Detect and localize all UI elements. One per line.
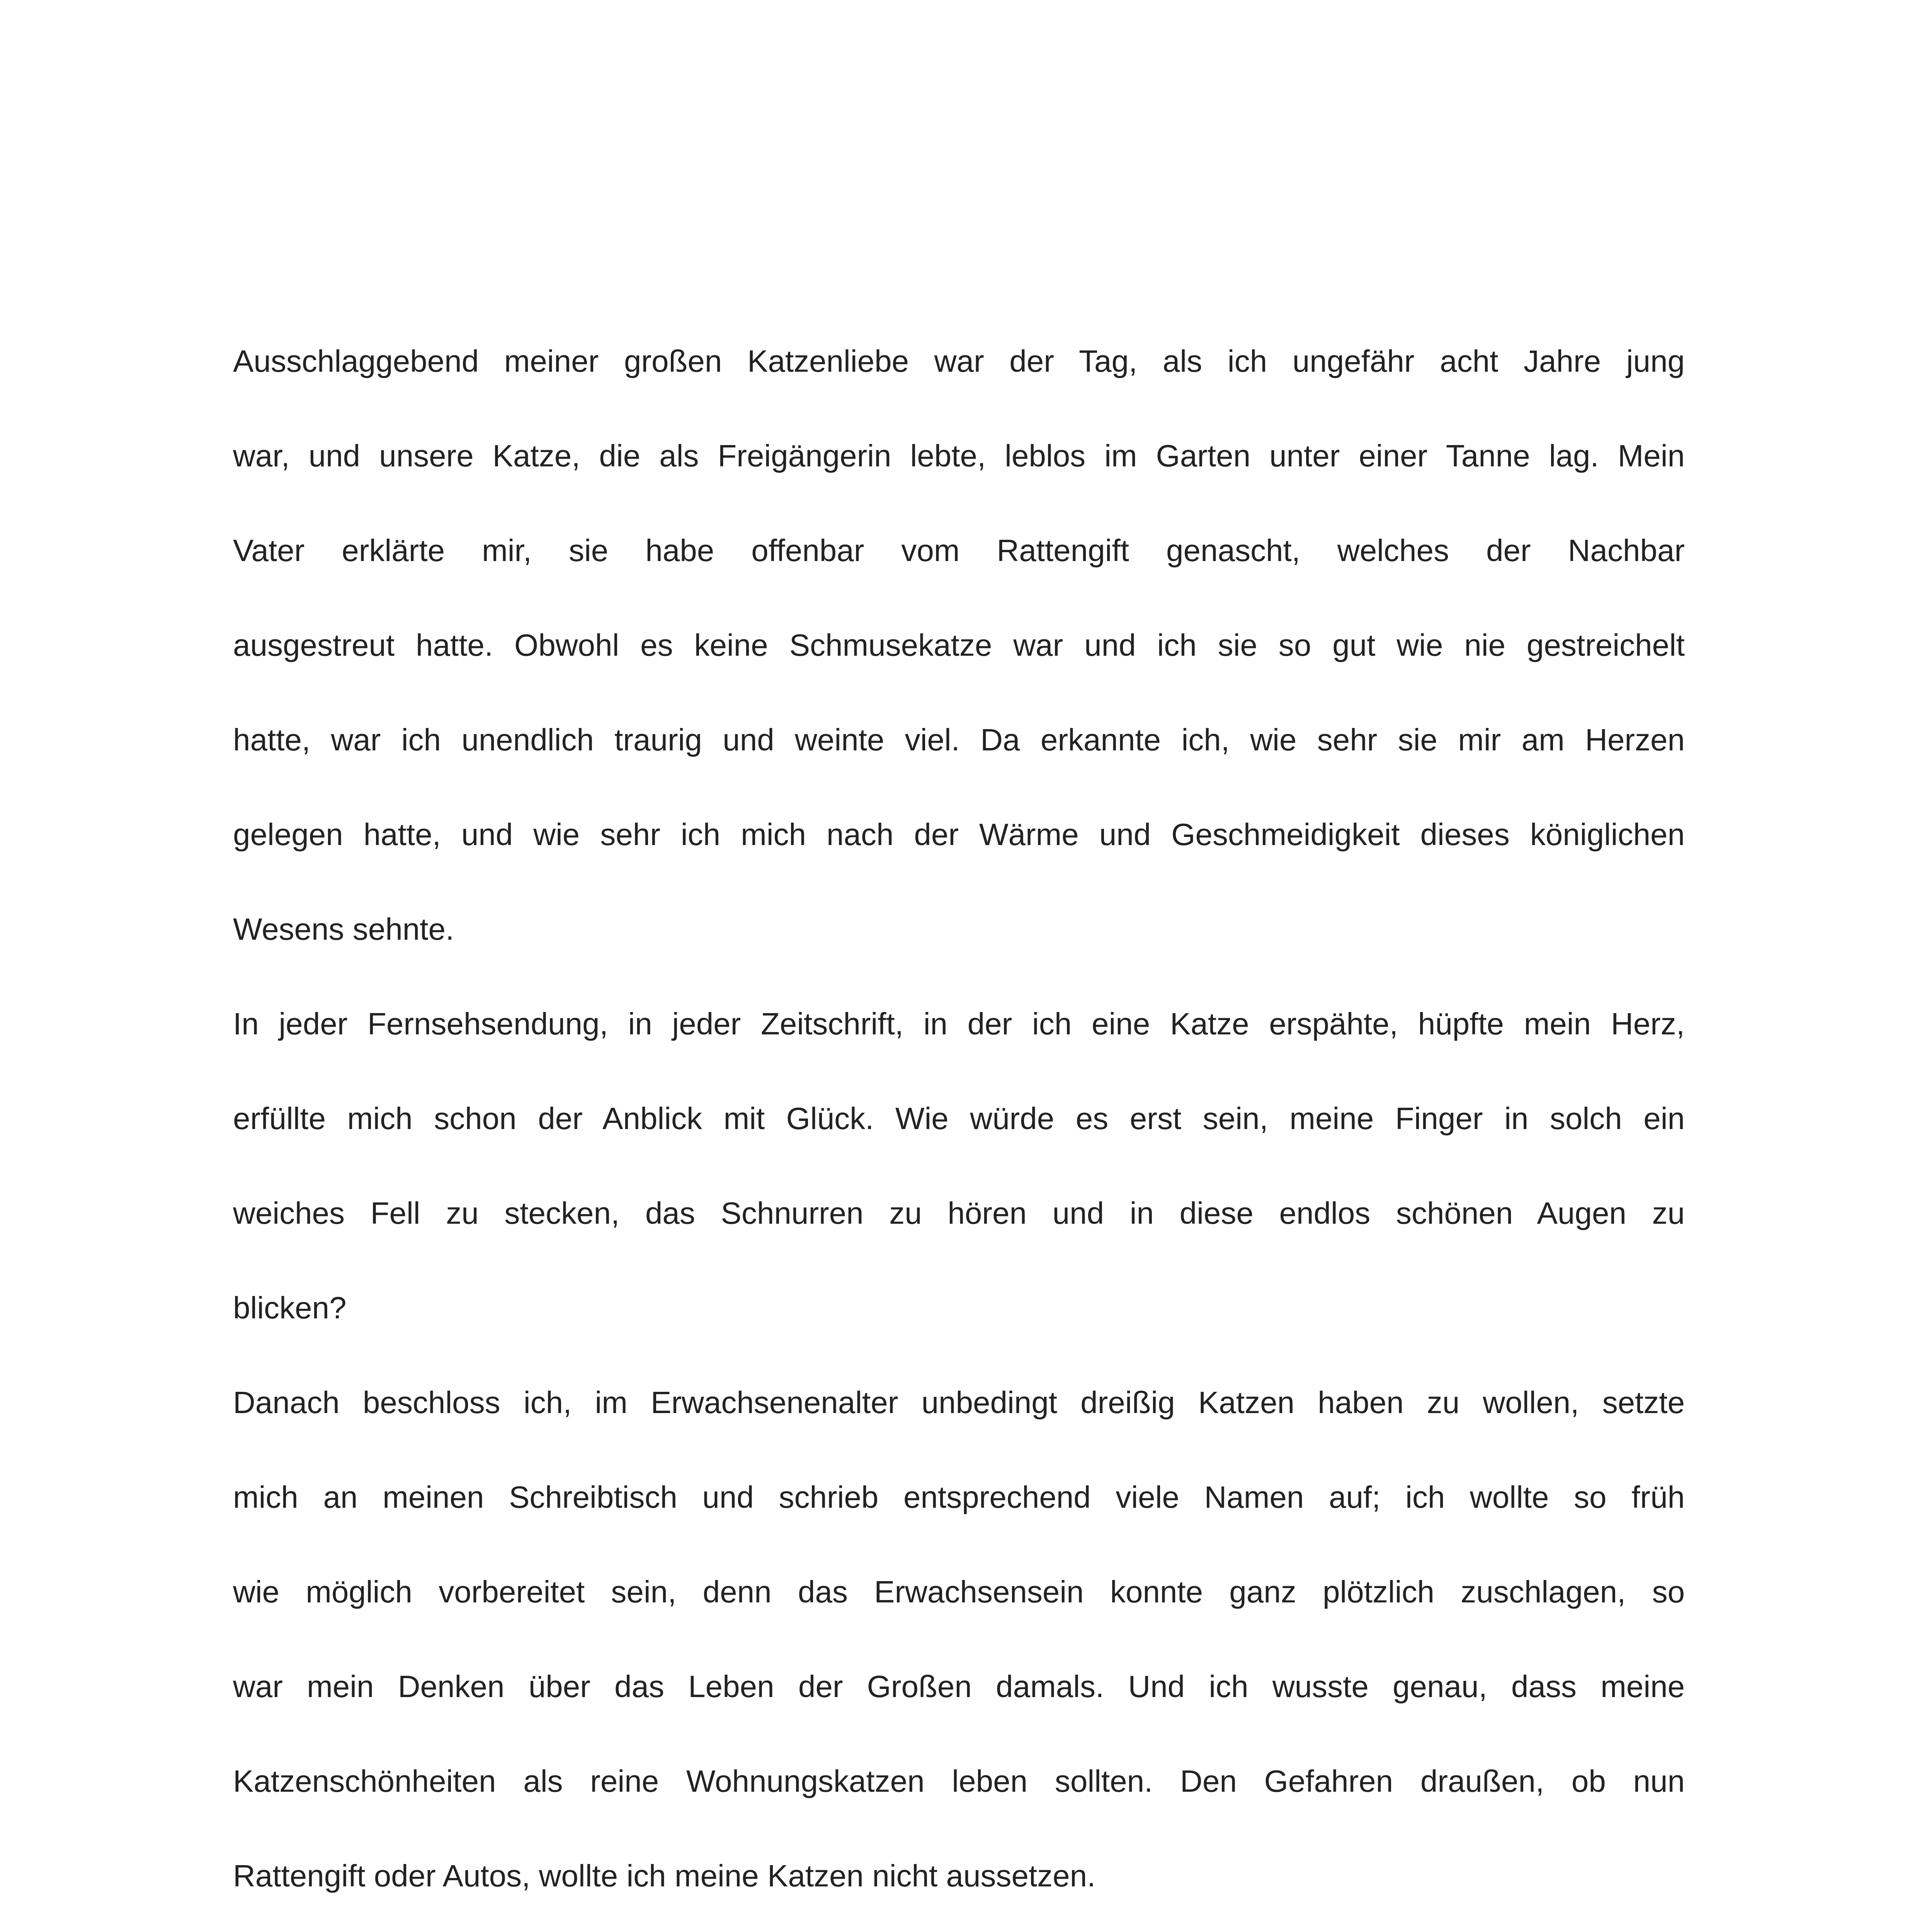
text-line: erfüllte mich schon der Anblick mit Glück. Wie würde es erst sein, meine Finger in solch ein	[233, 1101, 1685, 1136]
text-line: war mein Denken über das Leben der Großen damals. Und ich wusste genau, dass meine	[233, 1669, 1685, 1704]
text-line: war, und unsere Katze, die als Freigängerin lebte, leblos im Garten unter einer Tanne lag. Mein	[233, 439, 1685, 473]
text-line: hatte, war ich unendlich traurig und weinte viel. Da erkannte ich, wie sehr sie mir am Herzen	[233, 723, 1685, 757]
text-line: Ausschlaggebend meiner großen Katzenliebe war der Tag, als ich ungefähr acht Jahre jung	[233, 344, 1685, 378]
text-line: gelegen hatte, und wie sehr ich mich nach der Wärme und Geschmeidigkeit dieses königlichen	[233, 817, 1685, 852]
text-line: Vater erklärte mir, sie habe offenbar vom Rattengift genascht, welches der Nachbar	[233, 533, 1685, 568]
text-line: mich an meinen Schreibtisch und schrieb entsprechend viele Namen auf; ich wollte so früh	[233, 1480, 1685, 1514]
text-line: wie möglich vorbereitet sein, denn das Erwachsensein konnte ganz plötzlich zuschlagen, so	[233, 1575, 1685, 1609]
text-line: weiches Fell zu stecken, das Schnurren zu hören und in diese endlos schönen Augen zu	[233, 1196, 1685, 1230]
text-line: Wesens sehnte.	[233, 912, 454, 946]
text-line: Katzenschönheiten als reine Wohnungskatzen leben sollten. Den Gefahren draußen, ob nun	[233, 1764, 1685, 1798]
text-line: Rattengift oder Autos, wollte ich meine Katzen nicht aussetzen.	[233, 1859, 1096, 1893]
text-line: ausgestreut hatte. Obwohl es keine Schmusekatze war und ich sie so gut wie nie gestreichelt	[233, 628, 1685, 662]
text-line: blicken?	[233, 1291, 347, 1325]
text-line: In jeder Fernsehsendung, in jeder Zeitschrift, in der ich eine Katze erspähte, hüpfte mein Herz,	[233, 1007, 1685, 1041]
text-line: Danach beschloss ich, im Erwachsenenalter unbedingt dreißig Katzen haben zu wollen, setzte	[233, 1385, 1685, 1420]
